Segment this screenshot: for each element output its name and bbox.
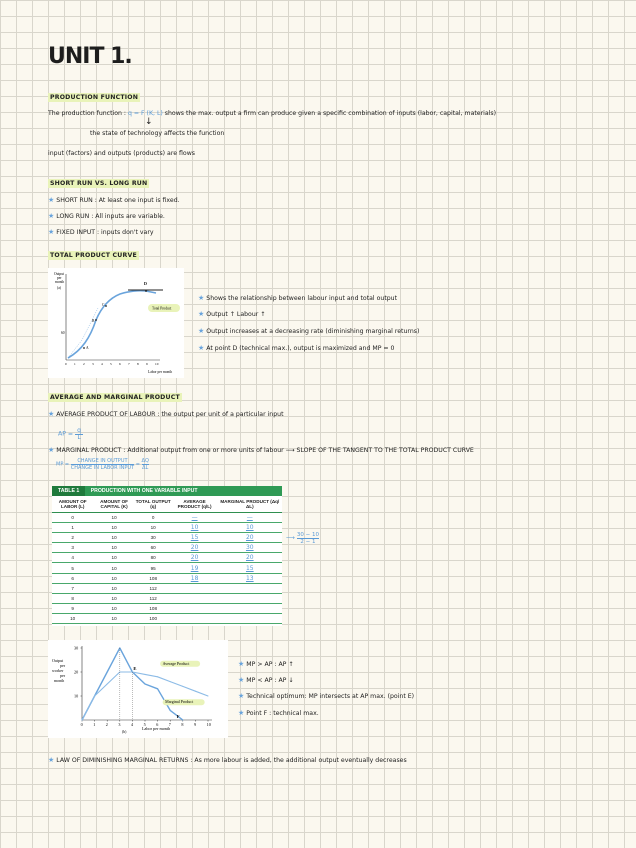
table-cell: 10 — [135, 523, 172, 533]
list-item: ★ Output ↑ Labour ↑ — [198, 310, 266, 318]
section-heading-total-product: TOTAL PRODUCT CURVE — [50, 252, 137, 259]
y-axis-label-part: worker — [52, 668, 64, 673]
y-tick-label: 20 — [74, 669, 79, 675]
table-cell: 2 — [52, 533, 93, 543]
table-cell: 60 — [135, 543, 172, 553]
data-point — [107, 672, 108, 673]
table-header: MARGINAL PRODUCT (Δq/ΔL) — [218, 496, 282, 513]
star-icon: ★ — [198, 344, 205, 352]
table-cell — [218, 593, 282, 603]
total-product-chart — [48, 268, 184, 378]
x-tick-label: 3 — [118, 722, 121, 727]
y-axis-label-part: per — [60, 673, 66, 678]
tp-x-tick: 2 — [83, 362, 85, 366]
data-point — [145, 684, 146, 685]
table-side-note: ⟶ $\frac{30 - 10}{2 - 1}$ — [286, 532, 319, 545]
table-row — [52, 513, 282, 523]
table-cell: 10 — [172, 523, 218, 533]
table-cell: 9 — [52, 603, 93, 613]
star-icon: ★ — [48, 228, 55, 236]
table-cell: 20 — [172, 553, 218, 563]
table-row — [52, 553, 282, 563]
star-icon: ★ — [238, 660, 245, 668]
data-point — [94, 696, 95, 697]
table-cell — [172, 583, 218, 593]
list-item: ★ Technical optimum: MP intersects at AP max. (point E) — [238, 692, 415, 700]
list-item: ★ Output increases at a decreasing rate (diminishing marginal returns) — [198, 327, 420, 335]
table-cell: 10 — [93, 573, 134, 583]
subplot-label: (b) — [122, 730, 127, 734]
tp-ylabel-1: per — [57, 276, 62, 280]
y-axis-label-part: month — [54, 678, 65, 683]
tp-x-tick: 9 — [146, 362, 148, 366]
section-heading-production-function: PRODUCTION FUNCTION — [50, 94, 139, 101]
annotation-f: F — [176, 714, 180, 719]
table-cell: 20 — [218, 533, 282, 543]
list-item: ★ Point F : technical max. — [238, 709, 319, 717]
table-cell: 112 — [135, 583, 172, 593]
table-cell: — — [218, 513, 282, 523]
x-axis-label: Labor per month — [142, 726, 171, 731]
table-cell — [218, 613, 282, 623]
average-marginal-chart — [48, 640, 228, 738]
list-item: ★ LONG RUN : All inputs are variable. — [48, 212, 165, 220]
tp-x-tick: 8 — [137, 362, 139, 366]
law-diminishing-returns: ★ LAW OF DIMINISHING MARGINAL RETURNS : As more labour is added, the additional output eventually decreases — [48, 756, 407, 764]
x-tick-label: 2 — [105, 722, 108, 727]
table-cell: — — [172, 513, 218, 523]
list-item: ★ Shows the relationship between labour input and total output — [198, 294, 398, 302]
table-cell: 10 — [93, 603, 134, 613]
x-tick-label: 9 — [194, 722, 197, 727]
tp-x-tick: 3 — [92, 362, 94, 366]
data-point — [157, 676, 158, 677]
x-tick-label: 8 — [181, 722, 184, 727]
table-row — [52, 573, 282, 583]
x-tick-label: 0 — [80, 722, 83, 727]
table-cell: 5 — [52, 563, 93, 573]
table-cell: 20 — [172, 543, 218, 553]
marginal-product-def: ★ MARGINAL PRODUCT : Additional output from one or more units of labour ⟶ SLOPE OF THE TANGENT TO THE TOTAL PRODUCT CURVE — [48, 446, 474, 454]
table-cell: 10 — [93, 533, 134, 543]
table-row — [52, 543, 282, 553]
table-tag: TABLE 1 — [52, 486, 85, 496]
series-line-1 — [82, 672, 208, 720]
series-label-mp: Marginal Product — [165, 699, 194, 705]
table-cell: 1 — [52, 523, 93, 533]
x-tick-label: 6 — [156, 722, 159, 727]
table-row — [52, 613, 282, 623]
x-tick-label: 7 — [168, 722, 171, 727]
production-formula: q = F (K, L) — [127, 110, 163, 117]
table-row — [52, 603, 282, 613]
data-point — [107, 684, 108, 685]
table-row — [52, 593, 282, 603]
table-cell: 108 — [135, 603, 172, 613]
table-cell: 6 — [52, 573, 93, 583]
table-cell: 10 — [93, 553, 134, 563]
x-tick-label: 1 — [93, 722, 96, 727]
right-arrow-icon: ⟶ — [285, 447, 295, 454]
annotation-e: E — [133, 666, 137, 671]
table-header: AMOUNT OF LABOR (L) — [52, 496, 93, 513]
tp-x-tick: 0 — [65, 362, 67, 366]
page-title: UNIT 1. — [48, 44, 132, 69]
list-item: ★ MP < AP : AP ↓ — [238, 676, 294, 684]
star-icon: ★ — [48, 446, 55, 454]
table-cell — [218, 603, 282, 613]
table-cell: 18 — [172, 573, 218, 583]
y-axis-label-part: Output — [52, 658, 64, 663]
table-cell: 30 — [135, 533, 172, 543]
production-table — [52, 486, 282, 626]
list-item: ★ SHORT RUN : At least one input is fixed. — [48, 196, 180, 204]
data-point — [182, 720, 183, 721]
star-icon: ★ — [48, 212, 55, 220]
table-row — [52, 523, 282, 533]
table-cell: 10 — [218, 523, 282, 533]
star-icon: ★ — [238, 676, 245, 684]
table-cell: 10 — [93, 513, 134, 523]
table-cell: 10 — [93, 523, 134, 533]
data-point — [195, 691, 196, 692]
table-title-bar — [52, 486, 282, 496]
series-label-ap: Average Product — [162, 660, 190, 666]
right-arrow-icon: ⟶ — [286, 534, 295, 542]
table-cell: 3 — [52, 543, 93, 553]
list-item: ★ FIXED INPUT : inputs don't vary — [48, 228, 154, 236]
tp-x-tick: 7 — [128, 362, 130, 366]
list-item: ★ MP > AP : AP ↑ — [238, 660, 294, 668]
tp-x-tick: 6 — [119, 362, 121, 366]
data-point — [170, 681, 171, 682]
table-cell: 20 — [218, 553, 282, 563]
table-cell: 15 — [218, 563, 282, 573]
table-header: TOTAL OUTPUT (q) — [135, 496, 172, 513]
table-header: AVERAGE PRODUCT (q/L) — [172, 496, 218, 513]
table-cell: 80 — [135, 553, 172, 563]
table-row — [52, 563, 282, 573]
tp-x-tick: 10 — [155, 362, 159, 366]
tp-point-b: B — [92, 319, 95, 323]
table-cell: 10 — [93, 593, 134, 603]
star-icon: ★ — [238, 709, 245, 717]
table-cell: 4 — [52, 553, 93, 563]
table-cell: 13 — [218, 573, 282, 583]
down-arrow-icon: ↓ — [145, 117, 153, 127]
table-cell: 95 — [135, 563, 172, 573]
tp-x-tick: 4 — [101, 362, 103, 366]
tp-x-tick: 1 — [74, 362, 76, 366]
table-cell: 15 — [172, 533, 218, 543]
tp-point-c: C — [102, 303, 105, 307]
star-icon: ★ — [198, 310, 205, 318]
data-point — [145, 674, 146, 675]
table-cell: 10 — [52, 613, 93, 623]
y-tick-label: 30 — [74, 645, 79, 651]
table-title: PRODUCTION WITH ONE VARIABLE INPUT — [90, 488, 198, 494]
tp-x-tick: 5 — [110, 362, 112, 366]
ap-formula: AP = $\frac{q}{L}$ — [58, 427, 82, 441]
table-cell — [172, 613, 218, 623]
section-heading-short-long: SHORT RUN VS. LONG RUN — [50, 180, 148, 187]
x-tick-label: 4 — [131, 722, 134, 727]
tp-ylabel-3: (a) — [57, 286, 61, 290]
table-cell: 0 — [135, 513, 172, 523]
table-cell: 8 — [52, 593, 93, 603]
star-icon: ★ — [48, 196, 55, 204]
y-axis-label-part: per — [60, 663, 66, 668]
star-icon: ★ — [48, 756, 55, 764]
star-icon: ★ — [48, 410, 55, 418]
table-row — [52, 583, 282, 593]
data-point — [182, 686, 183, 687]
table-cell: 7 — [52, 583, 93, 593]
tp-xlabel: Labor per month — [148, 370, 173, 374]
technology-note: the state of technology affects the function — [90, 130, 225, 137]
star-icon: ★ — [198, 294, 205, 302]
tp-ylabel-0: Output — [54, 272, 64, 276]
y-tick-label: 10 — [74, 693, 79, 699]
x-tick-label: 5 — [143, 722, 146, 727]
table-row — [52, 533, 282, 543]
data-point — [170, 710, 171, 711]
table-cell: 30 — [218, 543, 282, 553]
star-icon: ★ — [198, 327, 205, 335]
list-item: ★ At point D (technical max.), output is maximized and MP = 0 — [198, 344, 395, 352]
data-point — [208, 696, 209, 697]
mp-formula: MP = CHANGE IN OUTPUT CHANGE IN LABOR INPUT = $\frac{\Delta Q}{\Delta L}$ — [56, 458, 149, 471]
table-cell — [218, 583, 282, 593]
section-heading-average-marginal: AVERAGE AND MARGINAL PRODUCT — [50, 394, 180, 401]
table-cell: 10 — [93, 543, 134, 553]
tp-curve-label: Total Product — [152, 306, 172, 311]
table-cell: 19 — [172, 563, 218, 573]
x-tick-label: 10 — [206, 722, 211, 727]
table-cell: 10 — [93, 583, 134, 593]
data-point — [157, 688, 158, 689]
average-product-def: ★ AVERAGE PRODUCT OF LABOUR : the output per unit of a particular input — [48, 410, 284, 418]
table-cell: 112 — [135, 593, 172, 603]
table-cell: 108 — [135, 573, 172, 583]
tp-ylabel-2: month — [55, 280, 65, 284]
table-cell: 0 — [52, 513, 93, 523]
tp-y-marker: 60 — [61, 331, 65, 335]
table-cell: 10 — [93, 613, 134, 623]
table-cell — [172, 603, 218, 613]
table-cell: 100 — [135, 613, 172, 623]
table-cell — [172, 593, 218, 603]
table-header: AMOUNT OF CAPITAL (K) — [93, 496, 134, 513]
star-icon: ★ — [238, 692, 245, 700]
tp-point-d: D — [144, 281, 147, 286]
tp-point-a: A — [86, 346, 89, 350]
table-cell: 10 — [93, 563, 134, 573]
flows-note: input (factors) and outputs (products) are flows — [48, 150, 195, 157]
data-point — [82, 720, 83, 721]
production-function-line: The production function : q = F (K, L) shows the max. output a firm can produce given a specific combination of inputs (labor, capital, materials) — [48, 110, 497, 117]
